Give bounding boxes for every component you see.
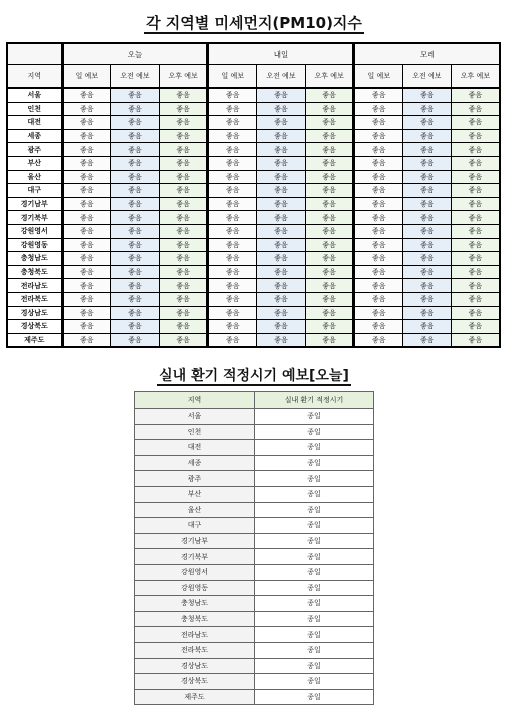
forecast-cell: 좋음 — [62, 143, 111, 157]
forecast-cell: 좋음 — [208, 265, 257, 279]
forecast-cell: 좋음 — [159, 238, 208, 252]
forecast-cell: 좋음 — [354, 238, 403, 252]
vent-time-cell: 종일 — [255, 674, 374, 690]
vent-title-text: 실내 환기 적정시기 예보[오늘] — [159, 368, 349, 384]
forecast-cell: 좋음 — [257, 102, 306, 116]
vent-header-region: 지역 — [135, 392, 255, 409]
forecast-cell: 좋음 — [62, 238, 111, 252]
forecast-cell: 좋음 — [354, 170, 403, 184]
table-row — [135, 658, 374, 674]
table-row — [135, 502, 374, 518]
forecast-cell: 좋음 — [159, 252, 208, 266]
region-cell: 대전 — [7, 116, 62, 130]
forecast-cell: 좋음 — [208, 224, 257, 238]
forecast-cell: 좋음 — [208, 184, 257, 198]
forecast-cell: 좋음 — [451, 292, 500, 306]
forecast-cell: 좋음 — [305, 184, 354, 198]
vent-region-cell: 경기북부 — [135, 549, 255, 565]
table-row — [135, 674, 374, 690]
forecast-cell: 좋음 — [451, 143, 500, 157]
forecast-cell: 좋음 — [305, 197, 354, 211]
region-cell: 세종 — [7, 129, 62, 143]
forecast-cell: 좋음 — [159, 156, 208, 170]
forecast-cell: 좋음 — [305, 279, 354, 293]
vent-region-cell: 제주도 — [135, 689, 255, 705]
forecast-cell: 좋음 — [111, 238, 160, 252]
forecast-cell: 좋음 — [257, 156, 306, 170]
forecast-cell: 좋음 — [451, 265, 500, 279]
forecast-cell: 좋음 — [451, 156, 500, 170]
sub-header-am: 오전 예보 — [257, 65, 306, 89]
forecast-cell: 좋음 — [111, 306, 160, 320]
vent-region-cell: 전라북도 — [135, 642, 255, 658]
table-row — [7, 252, 500, 266]
forecast-cell: 좋음 — [111, 88, 160, 102]
forecast-cell: 좋음 — [305, 333, 354, 347]
forecast-cell: 좋음 — [62, 197, 111, 211]
corner-cell — [7, 43, 62, 65]
vent-region-cell: 경상북도 — [135, 674, 255, 690]
table-row — [7, 279, 500, 293]
region-cell: 경기남부 — [7, 197, 62, 211]
forecast-cell: 좋음 — [257, 265, 306, 279]
forecast-cell: 좋음 — [62, 156, 111, 170]
forecast-cell: 좋음 — [62, 265, 111, 279]
region-cell: 강원영서 — [7, 224, 62, 238]
vent-region-cell: 서울 — [135, 409, 255, 425]
table-row — [7, 320, 500, 334]
table-row — [135, 455, 374, 471]
forecast-cell: 좋음 — [159, 224, 208, 238]
vent-time-cell: 종일 — [255, 440, 374, 456]
forecast-cell: 좋음 — [403, 184, 452, 198]
table-row — [7, 238, 500, 252]
forecast-cell: 좋음 — [257, 211, 306, 225]
forecast-cell: 좋음 — [354, 197, 403, 211]
sub-header-pm: 오후 예보 — [451, 65, 500, 89]
forecast-cell: 좋음 — [159, 333, 208, 347]
forecast-cell: 좋음 — [305, 252, 354, 266]
forecast-cell: 좋음 — [111, 102, 160, 116]
forecast-cell: 좋음 — [208, 156, 257, 170]
vent-time-cell: 종일 — [255, 424, 374, 440]
pm10-forecast-table — [6, 42, 501, 348]
forecast-cell: 좋음 — [451, 224, 500, 238]
forecast-cell: 좋음 — [354, 156, 403, 170]
region-cell: 충청남도 — [7, 252, 62, 266]
forecast-cell: 좋음 — [403, 88, 452, 102]
forecast-cell: 좋음 — [208, 279, 257, 293]
forecast-cell: 좋음 — [305, 88, 354, 102]
forecast-cell: 좋음 — [159, 129, 208, 143]
sub-header-pm: 오후 예보 — [305, 65, 354, 89]
vent-time-cell: 종일 — [255, 533, 374, 549]
forecast-cell: 좋음 — [403, 224, 452, 238]
page-title — [0, 12, 508, 33]
vent-header-row — [135, 392, 374, 409]
forecast-cell: 좋음 — [451, 211, 500, 225]
forecast-cell: 좋음 — [451, 320, 500, 334]
vent-region-cell: 강원영서 — [135, 564, 255, 580]
table-row — [7, 129, 500, 143]
vent-time-cell: 종일 — [255, 486, 374, 502]
table-row — [7, 143, 500, 157]
forecast-cell: 좋음 — [257, 88, 306, 102]
forecast-cell: 좋음 — [354, 265, 403, 279]
vent-time-cell: 종일 — [255, 549, 374, 565]
vent-time-cell: 종일 — [255, 611, 374, 627]
forecast-cell: 좋음 — [257, 116, 306, 130]
forecast-cell: 좋음 — [354, 279, 403, 293]
forecast-cell: 좋음 — [451, 333, 500, 347]
vent-time-cell: 종일 — [255, 409, 374, 425]
forecast-cell: 좋음 — [257, 129, 306, 143]
forecast-cell: 좋음 — [159, 143, 208, 157]
vent-region-cell: 경기남부 — [135, 533, 255, 549]
group-header-today: 오늘 — [62, 43, 208, 65]
vent-region-cell: 인천 — [135, 424, 255, 440]
forecast-cell: 좋음 — [354, 184, 403, 198]
forecast-cell: 좋음 — [111, 156, 160, 170]
forecast-cell: 좋음 — [257, 143, 306, 157]
forecast-cell: 좋음 — [208, 197, 257, 211]
forecast-cell: 좋음 — [208, 320, 257, 334]
forecast-cell: 좋음 — [111, 224, 160, 238]
forecast-cell: 좋음 — [305, 116, 354, 130]
region-cell: 울산 — [7, 170, 62, 184]
region-cell: 서울 — [7, 88, 62, 102]
forecast-cell: 좋음 — [111, 279, 160, 293]
table-row — [135, 627, 374, 643]
forecast-cell: 좋음 — [208, 116, 257, 130]
forecast-cell: 좋음 — [159, 211, 208, 225]
table-row — [135, 596, 374, 612]
region-cell: 부산 — [7, 156, 62, 170]
sub-header-am: 오전 예보 — [403, 65, 452, 89]
region-cell: 경기북부 — [7, 211, 62, 225]
table-row — [135, 689, 374, 705]
forecast-cell: 좋음 — [62, 252, 111, 266]
forecast-cell: 좋음 — [451, 88, 500, 102]
vent-time-cell: 종일 — [255, 658, 374, 674]
forecast-cell: 좋음 — [257, 333, 306, 347]
forecast-cell: 좋음 — [305, 170, 354, 184]
group-header-tomorrow: 내일 — [208, 43, 354, 65]
forecast-cell: 좋음 — [111, 116, 160, 130]
forecast-cell: 좋음 — [111, 197, 160, 211]
sub-header-pm: 오후 예보 — [159, 65, 208, 89]
vent-header-time: 실내 환기 적정시기 — [255, 392, 374, 409]
forecast-cell: 좋음 — [451, 170, 500, 184]
forecast-cell: 좋음 — [62, 211, 111, 225]
table-row — [7, 88, 500, 102]
forecast-cell: 좋음 — [305, 265, 354, 279]
forecast-cell: 좋음 — [111, 211, 160, 225]
table-row — [7, 116, 500, 130]
sub-header-am: 오전 예보 — [111, 65, 160, 89]
forecast-cell: 좋음 — [354, 102, 403, 116]
table-row — [7, 156, 500, 170]
forecast-cell: 좋음 — [354, 306, 403, 320]
forecast-cell: 좋음 — [208, 252, 257, 266]
table-row — [7, 170, 500, 184]
forecast-cell: 좋음 — [403, 252, 452, 266]
forecast-cell: 좋음 — [403, 265, 452, 279]
forecast-cell: 좋음 — [111, 184, 160, 198]
forecast-cell: 좋음 — [62, 102, 111, 116]
forecast-cell: 좋음 — [305, 156, 354, 170]
forecast-cell: 좋음 — [354, 211, 403, 225]
table-row — [135, 409, 374, 425]
forecast-cell: 좋음 — [208, 292, 257, 306]
forecast-cell: 좋음 — [354, 129, 403, 143]
table-row — [135, 564, 374, 580]
forecast-cell: 좋음 — [354, 252, 403, 266]
forecast-cell: 좋음 — [451, 197, 500, 211]
forecast-cell: 좋음 — [257, 306, 306, 320]
forecast-cell: 좋음 — [403, 197, 452, 211]
forecast-cell: 좋음 — [403, 320, 452, 334]
sub-header-day: 일 예보 — [208, 65, 257, 89]
region-cell: 인천 — [7, 102, 62, 116]
table-row — [7, 102, 500, 116]
vent-region-cell: 부산 — [135, 486, 255, 502]
forecast-cell: 좋음 — [208, 102, 257, 116]
forecast-cell: 좋음 — [62, 306, 111, 320]
region-cell: 광주 — [7, 143, 62, 157]
table-row — [7, 211, 500, 225]
forecast-cell: 좋음 — [257, 292, 306, 306]
forecast-cell: 좋음 — [451, 102, 500, 116]
vent-time-cell: 종일 — [255, 689, 374, 705]
forecast-cell: 좋음 — [305, 211, 354, 225]
forecast-cell: 좋음 — [111, 129, 160, 143]
vent-time-cell: 종일 — [255, 564, 374, 580]
forecast-cell: 좋음 — [257, 238, 306, 252]
sub-header-row — [7, 65, 500, 89]
forecast-cell: 좋음 — [62, 116, 111, 130]
forecast-cell: 좋음 — [257, 184, 306, 198]
forecast-cell: 좋음 — [159, 265, 208, 279]
forecast-cell: 좋음 — [159, 102, 208, 116]
table-row — [7, 224, 500, 238]
table-row — [135, 486, 374, 502]
forecast-cell: 좋음 — [111, 252, 160, 266]
forecast-cell: 좋음 — [111, 143, 160, 157]
forecast-cell: 좋음 — [305, 143, 354, 157]
table-row — [135, 642, 374, 658]
region-cell: 경상남도 — [7, 306, 62, 320]
vent-region-cell: 충청북도 — [135, 611, 255, 627]
forecast-cell: 좋음 — [305, 224, 354, 238]
forecast-cell: 좋음 — [62, 170, 111, 184]
forecast-cell: 좋음 — [403, 129, 452, 143]
region-cell: 강원영동 — [7, 238, 62, 252]
region-cell: 대구 — [7, 184, 62, 198]
forecast-cell: 좋음 — [208, 238, 257, 252]
region-cell: 경상북도 — [7, 320, 62, 334]
forecast-cell: 좋음 — [403, 238, 452, 252]
ventilation-table — [134, 391, 374, 705]
forecast-cell: 좋음 — [403, 279, 452, 293]
vent-title — [0, 365, 508, 385]
table-row — [7, 265, 500, 279]
forecast-cell: 좋음 — [403, 170, 452, 184]
forecast-cell: 좋음 — [111, 292, 160, 306]
region-cell: 충청북도 — [7, 265, 62, 279]
forecast-cell: 좋음 — [354, 143, 403, 157]
forecast-cell: 좋음 — [305, 102, 354, 116]
vent-time-cell: 종일 — [255, 580, 374, 596]
vent-region-cell: 충청남도 — [135, 596, 255, 612]
vent-time-cell: 종일 — [255, 627, 374, 643]
forecast-cell: 좋음 — [257, 320, 306, 334]
forecast-cell: 좋음 — [62, 129, 111, 143]
table-row — [135, 424, 374, 440]
page-title-text: 각 지역별 미세먼지(PM10)지수 — [146, 14, 362, 32]
forecast-cell: 좋음 — [111, 320, 160, 334]
table-row — [135, 471, 374, 487]
table-row — [7, 333, 500, 347]
forecast-cell: 좋음 — [451, 116, 500, 130]
table-row — [135, 611, 374, 627]
sub-header-day: 일 예보 — [354, 65, 403, 89]
vent-time-cell: 종일 — [255, 455, 374, 471]
forecast-cell: 좋음 — [159, 292, 208, 306]
forecast-cell: 좋음 — [159, 306, 208, 320]
forecast-cell: 좋음 — [208, 333, 257, 347]
region-cell: 제주도 — [7, 333, 62, 347]
table-row — [135, 518, 374, 534]
forecast-cell: 좋음 — [111, 265, 160, 279]
table-row — [7, 292, 500, 306]
region-cell: 전라북도 — [7, 292, 62, 306]
forecast-cell: 좋음 — [451, 238, 500, 252]
forecast-cell: 좋음 — [159, 279, 208, 293]
ventilation-table-body — [135, 409, 374, 705]
region-cell: 전라남도 — [7, 279, 62, 293]
forecast-cell: 좋음 — [451, 252, 500, 266]
vent-region-cell: 전라남도 — [135, 627, 255, 643]
forecast-cell: 좋음 — [257, 197, 306, 211]
table-row — [7, 184, 500, 198]
forecast-cell: 좋음 — [62, 224, 111, 238]
forecast-cell: 좋음 — [159, 88, 208, 102]
forecast-cell: 좋음 — [305, 320, 354, 334]
sub-header-day: 일 예보 — [62, 65, 111, 89]
vent-region-cell: 대전 — [135, 440, 255, 456]
forecast-cell: 좋음 — [403, 102, 452, 116]
forecast-cell: 좋음 — [257, 279, 306, 293]
forecast-cell: 좋음 — [354, 333, 403, 347]
forecast-cell: 좋음 — [208, 88, 257, 102]
forecast-cell: 좋음 — [62, 292, 111, 306]
forecast-cell: 좋음 — [159, 197, 208, 211]
forecast-cell: 좋음 — [62, 333, 111, 347]
vent-region-cell: 광주 — [135, 471, 255, 487]
forecast-cell: 좋음 — [62, 88, 111, 102]
forecast-cell: 좋음 — [111, 333, 160, 347]
forecast-cell: 좋음 — [451, 279, 500, 293]
forecast-cell: 좋음 — [354, 88, 403, 102]
forecast-cell: 좋음 — [159, 116, 208, 130]
forecast-cell: 좋음 — [305, 306, 354, 320]
forecast-cell: 좋음 — [305, 292, 354, 306]
table-row — [135, 580, 374, 596]
forecast-cell: 좋음 — [354, 116, 403, 130]
forecast-cell: 좋음 — [354, 224, 403, 238]
table-row — [135, 549, 374, 565]
forecast-cell: 좋음 — [159, 320, 208, 334]
vent-time-cell: 종일 — [255, 642, 374, 658]
forecast-cell: 좋음 — [159, 184, 208, 198]
table-row — [135, 440, 374, 456]
forecast-cell: 좋음 — [354, 292, 403, 306]
forecast-cell: 좋음 — [305, 129, 354, 143]
vent-region-cell: 경상남도 — [135, 658, 255, 674]
group-header-day-after: 모레 — [354, 43, 500, 65]
forecast-cell: 좋음 — [403, 156, 452, 170]
forecast-cell: 좋음 — [403, 143, 452, 157]
forecast-cell: 좋음 — [403, 292, 452, 306]
forecast-cell: 좋음 — [451, 306, 500, 320]
forecast-cell: 좋음 — [403, 306, 452, 320]
vent-region-cell: 울산 — [135, 502, 255, 518]
vent-time-cell: 종일 — [255, 502, 374, 518]
table-row — [135, 533, 374, 549]
table-row — [7, 306, 500, 320]
forecast-cell: 좋음 — [305, 238, 354, 252]
forecast-cell: 좋음 — [403, 116, 452, 130]
vent-region-cell: 강원영동 — [135, 580, 255, 596]
table-row — [7, 197, 500, 211]
forecast-cell: 좋음 — [208, 143, 257, 157]
group-header-row — [7, 43, 500, 65]
vent-time-cell: 종일 — [255, 518, 374, 534]
forecast-cell: 좋음 — [257, 224, 306, 238]
forecast-cell: 좋음 — [208, 306, 257, 320]
forecast-cell: 좋음 — [403, 211, 452, 225]
forecast-cell: 좋음 — [208, 129, 257, 143]
forecast-cell: 좋음 — [111, 170, 160, 184]
forecast-cell: 좋음 — [208, 211, 257, 225]
forecast-cell: 좋음 — [403, 333, 452, 347]
pm10-table-body — [7, 88, 500, 347]
forecast-cell: 좋음 — [451, 184, 500, 198]
forecast-cell: 좋음 — [159, 170, 208, 184]
forecast-cell: 좋음 — [354, 320, 403, 334]
vent-region-cell: 대구 — [135, 518, 255, 534]
forecast-cell: 좋음 — [257, 170, 306, 184]
forecast-cell: 좋음 — [62, 184, 111, 198]
forecast-cell: 좋음 — [62, 279, 111, 293]
vent-region-cell: 세종 — [135, 455, 255, 471]
forecast-cell: 좋음 — [257, 252, 306, 266]
vent-time-cell: 종일 — [255, 596, 374, 612]
forecast-cell: 좋음 — [62, 320, 111, 334]
region-header: 지역 — [7, 65, 62, 89]
vent-time-cell: 종일 — [255, 471, 374, 487]
forecast-cell: 좋음 — [451, 129, 500, 143]
forecast-cell: 좋음 — [208, 170, 257, 184]
